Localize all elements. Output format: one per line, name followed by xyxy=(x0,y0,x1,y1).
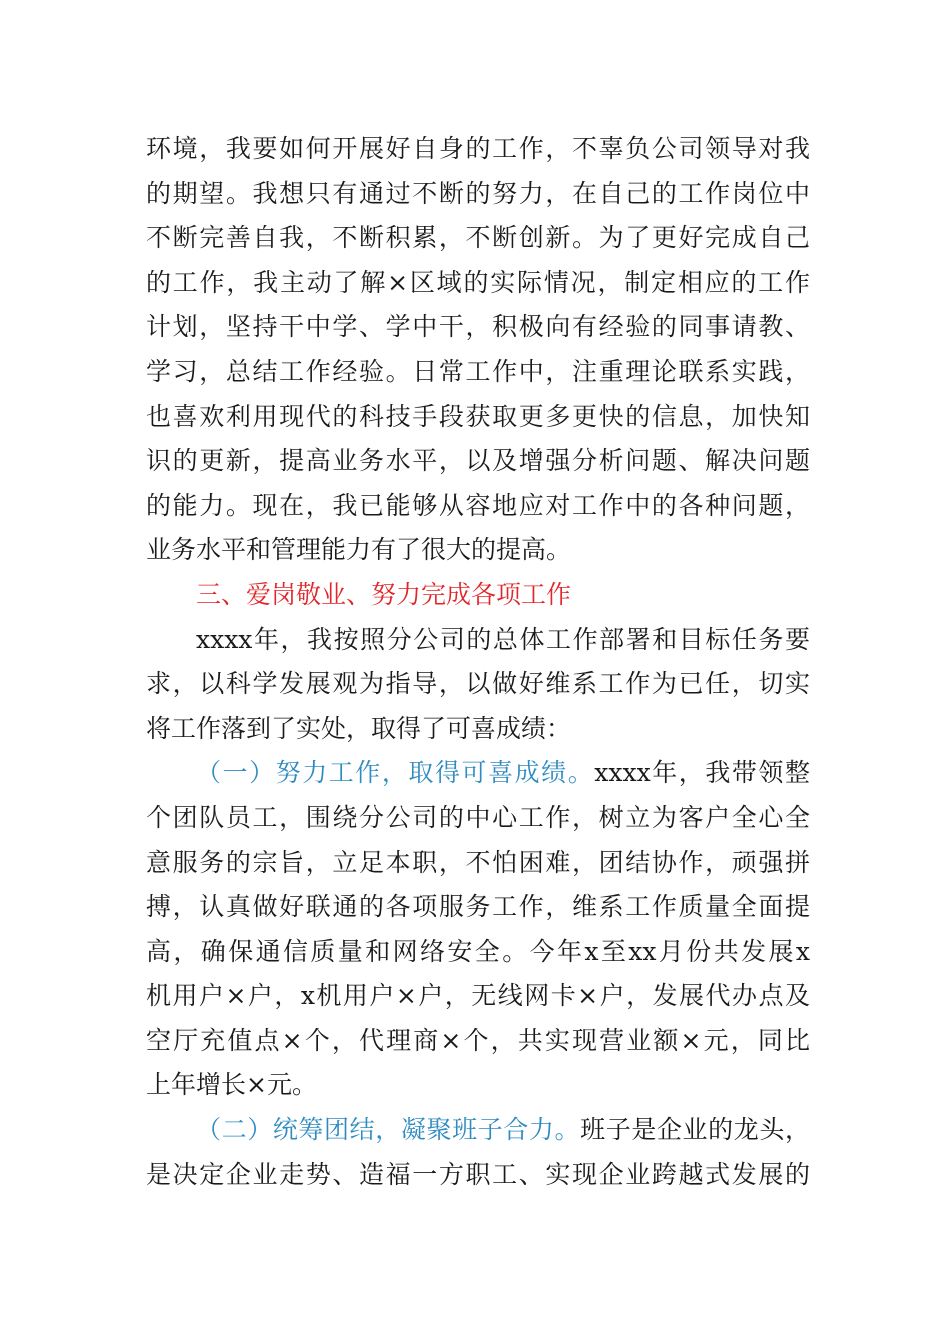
text-line: 识的更新，提高业务水平，以及增强分析问题、解决问题 xyxy=(146,446,810,476)
text-line: 机用户×户，x机用户×户，无线网卡×户，发展代办点及 xyxy=(146,981,810,1011)
text-line: xxxx年，我按照分公司的总体工作部署和目标任务要 xyxy=(196,624,810,654)
text-line: 的工作，我主动了解×区域的实际情况，制定相应的工作 xyxy=(146,267,810,297)
text-line: 搏，认真做好联通的各项服务工作，维系工作质量全面提 xyxy=(146,892,810,922)
text-line: 将工作落到了实处，取得了可喜成绩： xyxy=(146,713,572,743)
text-line: 的能力。现在，我已能够从容地应对工作中的各种问题， xyxy=(146,490,810,520)
text-line xyxy=(146,751,810,796)
text-line: 不断完善自我，不断积累，不断创新。为了更好完成自己 xyxy=(146,223,810,253)
text-line: 空厅充值点×个，代理商×个，共实现营业额×元，同比 xyxy=(146,1025,810,1055)
paragraph-1 xyxy=(146,127,810,573)
text-line: 的期望。我想只有通过不断的努力，在自己的工作岗位中 xyxy=(146,178,810,208)
paragraph-3 xyxy=(146,751,810,1108)
sub-heading: （二）统筹团结，凝聚班子合力。 xyxy=(196,1115,581,1145)
text-line: 上年增长×元。 xyxy=(146,1070,317,1100)
text-line: 环境，我要如何开展好自身的工作，不辜负公司领导对我 xyxy=(146,134,810,163)
text-line: 计划，坚持干中学、学中干，积极向有经验的同事请教、 xyxy=(146,312,810,342)
sub-heading: （一）努力工作，取得可喜成绩。 xyxy=(196,758,595,788)
text-line: 求，以科学发展观为指导，以做好维系工作为已任，切实 xyxy=(146,669,810,699)
text-line: 意服务的宗旨，立足本职，不怕困难，团结协作，顽强拼 xyxy=(146,847,810,877)
text-run: 班子是企业的龙头， xyxy=(580,1115,810,1145)
text-line: 业务水平和管理能力有了很大的提高。 xyxy=(146,535,572,565)
paragraph-2 xyxy=(146,618,810,752)
paragraph-4 xyxy=(146,1108,810,1197)
text-line: 个团队员工，围绕分公司的中心工作，树立为客户全心全 xyxy=(146,802,810,832)
text-line: 高，确保通信质量和网络安全。今年x至xx月份共发展x xyxy=(146,936,810,966)
text-line: 学习，总结工作经验。日常工作中，注重理论联系实践， xyxy=(146,356,810,386)
section-heading: 三、爱岗敬业、努力完成各项工作 xyxy=(196,579,572,609)
text-line: 也喜欢利用现代的科技手段获取更多更快的信息，加快知 xyxy=(146,401,810,431)
text-line: 是决定企业走势、造福一方职工、实现企业跨越式发展的 xyxy=(146,1159,810,1189)
text-line xyxy=(146,1108,810,1153)
text-run: xxxx年，我带领整 xyxy=(594,758,810,788)
document-body xyxy=(146,127,810,1197)
